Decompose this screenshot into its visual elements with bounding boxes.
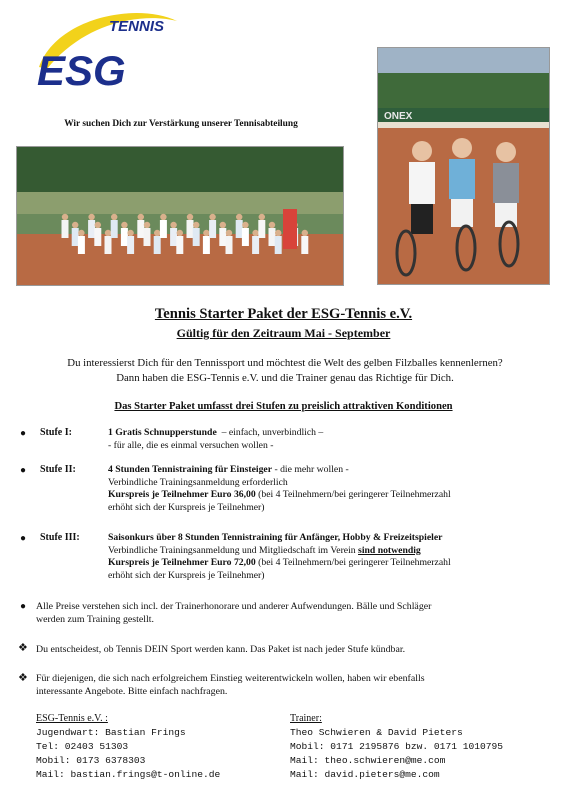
prices-note bbox=[36, 600, 556, 626]
club-contact bbox=[36, 712, 276, 782]
logo-text-tennis: TENNIS bbox=[109, 18, 165, 35]
stage-3-price: Kurspreis je Teilnehmer Euro 72,00 bbox=[108, 557, 256, 569]
trainer-contact-names: Theo Schwieren & David Pieters bbox=[290, 727, 463, 738]
advance-note bbox=[36, 672, 556, 698]
stage-3-requirement: Verbindliche Trainingsanmeldung und Mitgliedschaft im Verein bbox=[108, 544, 359, 556]
bullet-icon: ● bbox=[20, 465, 27, 476]
club-contact-heading: ESG-Tennis e.V. : bbox=[36, 713, 108, 724]
logo-text-esg: ESG bbox=[37, 47, 126, 92]
trainer-contact-heading: Trainer: bbox=[290, 713, 322, 724]
stage-1-title: 1 Gratis Schnupperstunde bbox=[108, 427, 217, 438]
stage-2-line-4: erhöht sich der Kurspreis je Teilnehmer) bbox=[108, 501, 265, 513]
intro-line-1: Du interessierst Dich für den Tennissport und möchtest die Welt des gelben Filzballes kennenlernen? bbox=[67, 357, 503, 369]
club-contact-phone: Tel: 02403 51303 bbox=[36, 741, 129, 752]
club-contact-email[interactable]: Mail: bastian.frings@t-online.de bbox=[36, 769, 221, 780]
stage-2-price-note: (bei 4 Teilnehmern/bei geringerer Teilnehmerzahl bbox=[255, 489, 451, 501]
stage-3-text bbox=[108, 532, 558, 582]
page-title: Tennis Starter Paket der ESG-Tennis e.V. bbox=[154, 306, 413, 322]
stage-3-line-4: erhöht sich der Kurspreis je Teilnehmer) bbox=[108, 569, 265, 581]
club-contact-mobile: Mobil: 0173 6378303 bbox=[36, 755, 146, 766]
intro-line-2: Dann haben die ESG-Tennis e.V. und die Trainer genau das Richtige für Dich. bbox=[116, 372, 454, 384]
stage-2-text bbox=[108, 464, 558, 514]
diamond-bullet-icon: ❖ bbox=[18, 672, 28, 684]
stage-2-title: 4 Stunden Tennistraining für Einsteiger bbox=[108, 464, 273, 475]
stage-3-requirement-emphasis: sind notwendig bbox=[358, 544, 421, 556]
decide-note: Du entscheidest, ob Tennis DEIN Sport werden kann. Das Paket ist nach jeder Stufe kündbar. bbox=[36, 644, 406, 655]
intro-text bbox=[20, 356, 550, 386]
bullet-icon: ● bbox=[20, 533, 27, 544]
page-subtitle: Gültig für den Zeitraum Mai - September bbox=[176, 326, 391, 340]
prices-note-line-1: Alle Preise verstehen sich incl. der Trainerhonorare und anderer Aufwendungen. Bälle und Schläger bbox=[36, 601, 432, 612]
stage-1-title-note: – einfach, unverbindlich – bbox=[216, 427, 324, 438]
advance-note-line-1: Für diejenigen, die sich nach erfolgreichem Einstieg weiterentwickeln wollen, haben wir ebenfalls bbox=[36, 673, 425, 684]
stage-3-price-note: (bei 4 Teilnehmern/bei geringerer Teilnehmerzahl bbox=[255, 557, 451, 569]
stage-3-title: Saisonkurs über 8 Stunden Tennistraining für Anfänger, Hobby & Freizeitspieler bbox=[108, 532, 443, 543]
stage-1-label: Stufe I: bbox=[40, 427, 72, 438]
stage-2-title-note: - die mehr wollen - bbox=[272, 464, 349, 475]
stage-2-label: Stufe II: bbox=[40, 464, 76, 475]
trainer-contact-mobile: Mobil: 0171 2195876 bzw. 0171 1010795 bbox=[290, 741, 504, 752]
stage-1-line-2: - für alle, die es einmal versuchen wollen - bbox=[108, 439, 274, 451]
kids-photo bbox=[377, 47, 550, 285]
group-photo bbox=[16, 146, 344, 286]
stage-3-label: Stufe III: bbox=[40, 532, 80, 543]
bullet-icon: ● bbox=[20, 601, 27, 612]
package-heading: Das Starter Paket umfasst drei Stufen zu preislich attraktiven Konditionen bbox=[114, 401, 453, 412]
stage-1-text bbox=[108, 427, 548, 452]
trainer-contact-email-1[interactable]: Mail: theo.schwieren@me.com bbox=[290, 755, 446, 766]
stage-2-line-2: Verbindliche Trainingsanmeldung erforderlich bbox=[108, 476, 288, 488]
trainer-contact bbox=[290, 712, 560, 782]
esg-tennis-logo bbox=[27, 7, 192, 92]
trainer-contact-email-2[interactable]: Mail: david.pieters@me.com bbox=[290, 769, 440, 780]
diamond-bullet-icon: ❖ bbox=[18, 642, 28, 654]
photo-sign-text: ONEX bbox=[384, 111, 413, 122]
prices-note-line-2: werden zum Training gestellt. bbox=[36, 614, 154, 625]
club-contact-line-1: Jugendwart: Bastian Frings bbox=[36, 727, 186, 738]
bullet-icon: ● bbox=[20, 428, 27, 439]
tagline: Wir suchen Dich zur Verstärkung unserer Tennisabteilung bbox=[64, 119, 298, 129]
stage-2-price: Kurspreis je Teilnehmer Euro 36,00 bbox=[108, 489, 256, 501]
advance-note-line-2: interessante Angebote. Bitte einfach nachfragen. bbox=[36, 686, 228, 697]
